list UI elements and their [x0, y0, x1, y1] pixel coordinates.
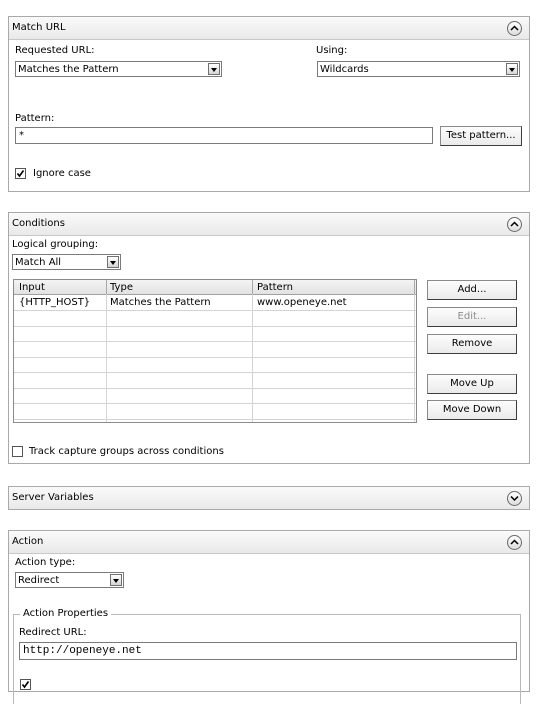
track-capture-checkbox[interactable] [12, 446, 23, 457]
conditions-panel [8, 212, 530, 464]
conditions-title: Conditions [12, 218, 65, 229]
collapse-action-button[interactable] [507, 535, 522, 550]
dropdown-arrow-icon[interactable] [208, 63, 220, 75]
collapse-conditions-button[interactable] [507, 217, 522, 232]
action-type-select[interactable] [15, 572, 124, 588]
logical-grouping-value: Match All [15, 257, 62, 268]
track-capture-label: Track capture groups across conditions [29, 446, 224, 457]
expand-server-variables-button[interactable] [507, 491, 522, 506]
ignore-case-label: Ignore case [33, 168, 91, 179]
move-down-button[interactable]: Move Down [427, 400, 517, 420]
column-header-input[interactable]: Input [19, 282, 45, 293]
requested-url-select[interactable] [15, 61, 222, 77]
conditions-header[interactable] [9, 213, 529, 236]
requested-url-value: Matches the Pattern [18, 64, 119, 75]
test-pattern-button[interactable]: Test pattern... [440, 126, 522, 146]
append-query-string-checkbox[interactable] [20, 679, 31, 690]
add-condition-button[interactable]: Add... [427, 280, 517, 300]
match-url-header[interactable] [9, 17, 529, 40]
chevron-down-icon [510, 495, 519, 501]
conditions-table[interactable] [13, 279, 417, 423]
move-up-button[interactable]: Move Up [427, 374, 517, 394]
using-select[interactable] [317, 61, 520, 77]
server-variables-header[interactable] [9, 487, 529, 509]
action-properties-group [13, 608, 521, 704]
server-variables-panel [8, 486, 530, 510]
action-panel [8, 530, 530, 692]
pattern-label: Pattern: [15, 113, 55, 124]
table-row[interactable] [14, 295, 414, 310]
chevron-up-icon [510, 221, 519, 227]
server-variables-title: Server Variables [12, 492, 94, 503]
match-url-panel [8, 16, 530, 192]
action-type-label: Action type: [15, 557, 76, 568]
dropdown-arrow-icon[interactable] [506, 63, 518, 75]
row-input-cell: {HTTP_HOST} [19, 297, 91, 308]
logical-grouping-select[interactable] [12, 254, 121, 270]
action-properties-legend: Action Properties [20, 608, 111, 619]
checkmark-icon [21, 680, 30, 689]
column-header-pattern[interactable]: Pattern [257, 282, 293, 293]
pattern-input[interactable] [16, 128, 432, 143]
logical-grouping-label: Logical grouping: [12, 239, 99, 250]
redirect-url-input[interactable] [20, 643, 516, 659]
checkmark-icon [16, 169, 25, 178]
using-value: Wildcards [320, 64, 369, 75]
chevron-up-icon [510, 539, 519, 545]
match-url-title: Match URL [12, 22, 66, 33]
pattern-field[interactable] [15, 127, 433, 144]
action-type-value: Redirect [18, 575, 60, 586]
requested-url-label: Requested URL: [15, 45, 95, 56]
remove-condition-button[interactable]: Remove [427, 334, 517, 354]
action-title: Action [12, 536, 44, 547]
redirect-url-field[interactable] [19, 642, 517, 660]
collapse-match-url-button[interactable] [507, 21, 522, 36]
row-type-cell: Matches the Pattern [110, 297, 211, 308]
row-pattern-cell: www.openeye.net [257, 297, 347, 308]
column-header-type[interactable]: Type [110, 282, 133, 293]
dropdown-arrow-icon[interactable] [110, 574, 122, 586]
using-label: Using: [316, 45, 348, 56]
conditions-table-header [14, 280, 416, 295]
ignore-case-checkbox[interactable] [15, 168, 26, 179]
action-header[interactable] [9, 531, 529, 554]
chevron-up-icon [510, 25, 519, 31]
edit-condition-button[interactable]: Edit... [427, 307, 517, 327]
redirect-url-label: Redirect URL: [19, 627, 87, 638]
dropdown-arrow-icon[interactable] [107, 256, 119, 268]
